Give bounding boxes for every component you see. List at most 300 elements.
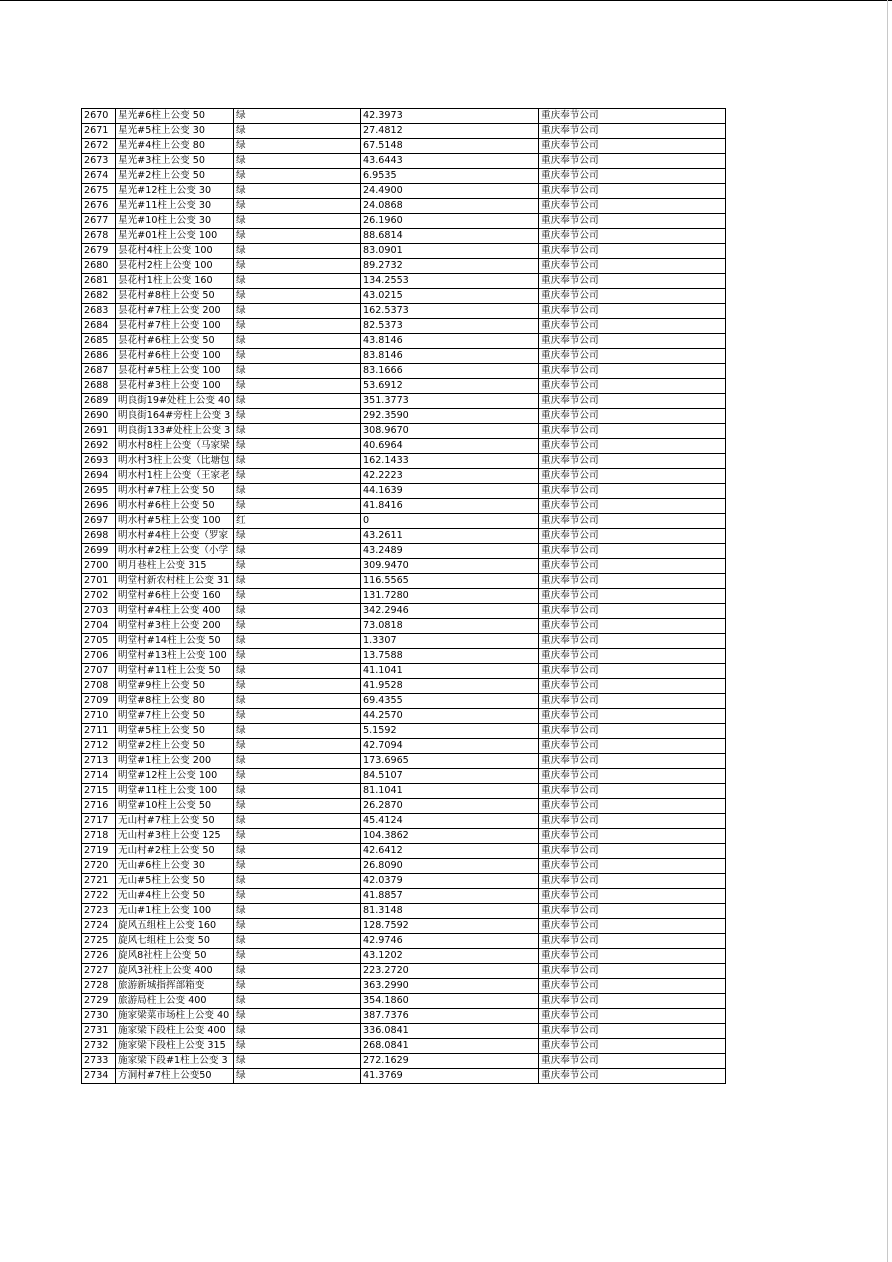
company-cell: 重庆奉节公司 — [539, 484, 726, 499]
load-value-cell: 88.6814 — [361, 229, 539, 244]
row-number-cell: 2707 — [82, 664, 116, 679]
company-cell: 重庆奉节公司 — [539, 394, 726, 409]
row-number-cell: 2672 — [82, 139, 116, 154]
table-row — [82, 904, 726, 919]
row-number-cell: 2728 — [82, 979, 116, 994]
company-cell: 重庆奉节公司 — [539, 739, 726, 754]
company-cell: 重庆奉节公司 — [539, 154, 726, 169]
transformer-name-cell: 明堂#11柱上公变 100 — [116, 784, 234, 799]
load-value-cell: 116.5565 — [361, 574, 539, 589]
company-cell: 重庆奉节公司 — [539, 634, 726, 649]
row-number-cell: 2686 — [82, 349, 116, 364]
load-value-cell: 6.9535 — [361, 169, 539, 184]
transformer-name-cell: 星光#3柱上公变 50 — [116, 154, 234, 169]
load-value-cell: 41.8416 — [361, 499, 539, 514]
status-cell: 绿 — [234, 1009, 361, 1024]
row-number-cell: 2705 — [82, 634, 116, 649]
transformer-name-cell: 旋风七组柱上公变 50 — [116, 934, 234, 949]
row-number-cell: 2733 — [82, 1054, 116, 1069]
company-cell: 重庆奉节公司 — [539, 1054, 726, 1069]
company-cell: 重庆奉节公司 — [539, 1024, 726, 1039]
load-value-cell: 268.0841 — [361, 1039, 539, 1054]
row-number-cell: 2731 — [82, 1024, 116, 1039]
row-number-cell: 2675 — [82, 184, 116, 199]
table-row — [82, 154, 726, 169]
row-number-cell: 2722 — [82, 889, 116, 904]
transformer-name-cell: 明堂#7柱上公变 50 — [116, 709, 234, 724]
company-cell: 重庆奉节公司 — [539, 814, 726, 829]
transformer-name-cell: 昙花村#6柱上公变 50 — [116, 334, 234, 349]
status-cell: 绿 — [234, 244, 361, 259]
transformer-name-cell: 明堂村#6柱上公变 160 — [116, 589, 234, 604]
transformer-name-cell: 明水村#7柱上公变 50 — [116, 484, 234, 499]
table-row — [82, 874, 726, 889]
status-cell: 绿 — [234, 169, 361, 184]
row-number-cell: 2729 — [82, 994, 116, 1009]
transformer-name-cell: 星光#2柱上公变 50 — [116, 169, 234, 184]
table-row — [82, 829, 726, 844]
load-value-cell: 26.8090 — [361, 859, 539, 874]
company-cell: 重庆奉节公司 — [539, 829, 726, 844]
load-value-cell: 81.3148 — [361, 904, 539, 919]
company-cell: 重庆奉节公司 — [539, 934, 726, 949]
company-cell: 重庆奉节公司 — [539, 769, 726, 784]
company-cell: 重庆奉节公司 — [539, 709, 726, 724]
status-cell: 绿 — [234, 139, 361, 154]
table-row — [82, 814, 726, 829]
row-number-cell: 2679 — [82, 244, 116, 259]
table-row — [82, 544, 726, 559]
company-cell: 重庆奉节公司 — [539, 889, 726, 904]
status-cell: 绿 — [234, 619, 361, 634]
load-value-cell: 69.4355 — [361, 694, 539, 709]
status-cell: 绿 — [234, 259, 361, 274]
table-row — [82, 229, 726, 244]
status-cell: 绿 — [234, 709, 361, 724]
table-row — [82, 574, 726, 589]
row-number-cell: 2670 — [82, 109, 116, 124]
status-cell: 绿 — [234, 664, 361, 679]
transformer-name-cell: 明水村#2柱上公变（小学 — [116, 544, 234, 559]
company-cell: 重庆奉节公司 — [539, 544, 726, 559]
company-cell: 重庆奉节公司 — [539, 859, 726, 874]
status-cell: 绿 — [234, 934, 361, 949]
transformer-name-cell: 明堂#10柱上公变 50 — [116, 799, 234, 814]
load-value-cell: 43.2611 — [361, 529, 539, 544]
transformer-name-cell: 昙花村#8柱上公变 50 — [116, 289, 234, 304]
transformer-name-cell: 施家梁下段#1柱上公变 3 — [116, 1054, 234, 1069]
load-value-cell: 42.0379 — [361, 874, 539, 889]
table-row — [82, 139, 726, 154]
transformer-name-cell: 旋风3社柱上公变 400 — [116, 964, 234, 979]
status-cell: 绿 — [234, 364, 361, 379]
table-row — [82, 349, 726, 364]
load-value-cell: 41.8857 — [361, 889, 539, 904]
transformer-name-cell: 旋风8社柱上公变 50 — [116, 949, 234, 964]
row-number-cell: 2704 — [82, 619, 116, 634]
load-value-cell: 308.9670 — [361, 424, 539, 439]
table-row — [82, 844, 726, 859]
load-value-cell: 26.2870 — [361, 799, 539, 814]
table-row — [82, 304, 726, 319]
transformer-name-cell: 明堂村#3柱上公变 200 — [116, 619, 234, 634]
table-row — [82, 319, 726, 334]
load-value-cell: 223.2720 — [361, 964, 539, 979]
row-number-cell: 2688 — [82, 379, 116, 394]
table-row — [82, 634, 726, 649]
row-number-cell: 2716 — [82, 799, 116, 814]
company-cell: 重庆奉节公司 — [539, 559, 726, 574]
status-cell: 绿 — [234, 604, 361, 619]
status-cell: 绿 — [234, 829, 361, 844]
status-cell: 绿 — [234, 394, 361, 409]
company-cell: 重庆奉节公司 — [539, 319, 726, 334]
transformer-name-cell: 明水村#5柱上公变 100 — [116, 514, 234, 529]
table-row — [82, 979, 726, 994]
load-value-cell: 53.6912 — [361, 379, 539, 394]
company-cell: 重庆奉节公司 — [539, 304, 726, 319]
transformer-name-cell: 明堂#12柱上公变 100 — [116, 769, 234, 784]
load-value-cell: 162.5373 — [361, 304, 539, 319]
page-top-border — [0, 0, 892, 1]
table-row — [82, 439, 726, 454]
row-number-cell: 2724 — [82, 919, 116, 934]
company-cell: 重庆奉节公司 — [539, 109, 726, 124]
transformer-name-cell: 施家梁下段柱上公变 400 — [116, 1024, 234, 1039]
table-row — [82, 949, 726, 964]
row-number-cell: 2696 — [82, 499, 116, 514]
company-cell: 重庆奉节公司 — [539, 589, 726, 604]
company-cell: 重庆奉节公司 — [539, 754, 726, 769]
status-cell: 绿 — [234, 319, 361, 334]
load-value-cell: 363.2990 — [361, 979, 539, 994]
status-cell: 绿 — [234, 109, 361, 124]
status-cell: 绿 — [234, 844, 361, 859]
row-number-cell: 2689 — [82, 394, 116, 409]
row-number-cell: 2697 — [82, 514, 116, 529]
table-row — [82, 274, 726, 289]
row-number-cell: 2721 — [82, 874, 116, 889]
transformer-name-cell: 明堂#1柱上公变 200 — [116, 754, 234, 769]
table-row — [82, 484, 726, 499]
table-row — [82, 169, 726, 184]
table-row — [82, 499, 726, 514]
transformer-name-cell: 昙花村2柱上公变 100 — [116, 259, 234, 274]
company-cell: 重庆奉节公司 — [539, 184, 726, 199]
row-number-cell: 2717 — [82, 814, 116, 829]
transformer-name-cell: 明堂村#4柱上公变 400 — [116, 604, 234, 619]
load-value-cell: 42.3973 — [361, 109, 539, 124]
transformer-name-cell: 明堂#2柱上公变 50 — [116, 739, 234, 754]
table-row — [82, 694, 726, 709]
load-value-cell: 26.1960 — [361, 214, 539, 229]
row-number-cell: 2712 — [82, 739, 116, 754]
load-value-cell: 351.3773 — [361, 394, 539, 409]
transformer-name-cell: 昙花村#5柱上公变 100 — [116, 364, 234, 379]
table-row — [82, 799, 726, 814]
load-value-cell: 42.9746 — [361, 934, 539, 949]
company-cell: 重庆奉节公司 — [539, 1039, 726, 1054]
table-row — [82, 754, 726, 769]
status-cell: 绿 — [234, 889, 361, 904]
row-number-cell: 2684 — [82, 319, 116, 334]
status-cell: 绿 — [234, 574, 361, 589]
transformer-name-cell: 明堂村#14柱上公变 50 — [116, 634, 234, 649]
table-row — [82, 889, 726, 904]
load-value-cell: 162.1433 — [361, 454, 539, 469]
company-cell: 重庆奉节公司 — [539, 334, 726, 349]
company-cell: 重庆奉节公司 — [539, 229, 726, 244]
load-value-cell: 89.2732 — [361, 259, 539, 274]
table-row — [82, 334, 726, 349]
table-row — [82, 379, 726, 394]
transformer-load-table — [81, 108, 726, 1084]
status-cell: 绿 — [234, 409, 361, 424]
table-row — [82, 394, 726, 409]
company-cell: 重庆奉节公司 — [539, 904, 726, 919]
status-cell: 绿 — [234, 274, 361, 289]
row-number-cell: 2718 — [82, 829, 116, 844]
load-value-cell: 0 — [361, 514, 539, 529]
load-value-cell: 43.0215 — [361, 289, 539, 304]
transformer-name-cell: 无山村#3柱上公变 125 — [116, 829, 234, 844]
load-value-cell: 83.1666 — [361, 364, 539, 379]
status-cell: 绿 — [234, 289, 361, 304]
company-cell: 重庆奉节公司 — [539, 1069, 726, 1084]
table-row — [82, 109, 726, 124]
table-row — [82, 664, 726, 679]
load-value-cell: 67.5148 — [361, 139, 539, 154]
status-cell: 绿 — [234, 379, 361, 394]
table-row — [82, 769, 726, 784]
load-value-cell: 354.1860 — [361, 994, 539, 1009]
row-number-cell: 2732 — [82, 1039, 116, 1054]
company-cell: 重庆奉节公司 — [539, 424, 726, 439]
company-cell: 重庆奉节公司 — [539, 784, 726, 799]
status-cell: 绿 — [234, 469, 361, 484]
status-cell: 绿 — [234, 994, 361, 1009]
load-value-cell: 83.8146 — [361, 349, 539, 364]
company-cell: 重庆奉节公司 — [539, 649, 726, 664]
load-value-cell: 81.1041 — [361, 784, 539, 799]
load-value-cell: 5.1592 — [361, 724, 539, 739]
row-number-cell: 2683 — [82, 304, 116, 319]
status-cell: 绿 — [234, 184, 361, 199]
status-cell: 绿 — [234, 874, 361, 889]
row-number-cell: 2711 — [82, 724, 116, 739]
status-cell: 绿 — [234, 124, 361, 139]
company-cell: 重庆奉节公司 — [539, 694, 726, 709]
table-row — [82, 184, 726, 199]
load-value-cell: 27.4812 — [361, 124, 539, 139]
load-value-cell: 13.7588 — [361, 649, 539, 664]
table-row — [82, 259, 726, 274]
table-row — [82, 124, 726, 139]
status-cell: 绿 — [234, 529, 361, 544]
load-value-cell: 44.2570 — [361, 709, 539, 724]
transformer-name-cell: 无山#6柱上公变 30 — [116, 859, 234, 874]
transformer-name-cell: 明水村8柱上公变（马家梁 — [116, 439, 234, 454]
row-number-cell: 2674 — [82, 169, 116, 184]
transformer-name-cell: 无山#1柱上公变 100 — [116, 904, 234, 919]
status-cell: 绿 — [234, 649, 361, 664]
row-number-cell: 2715 — [82, 784, 116, 799]
company-cell: 重庆奉节公司 — [539, 844, 726, 859]
row-number-cell: 2676 — [82, 199, 116, 214]
status-cell: 绿 — [234, 799, 361, 814]
load-value-cell: 336.0841 — [361, 1024, 539, 1039]
status-cell: 绿 — [234, 349, 361, 364]
table-row — [82, 409, 726, 424]
table-row — [82, 739, 726, 754]
status-cell: 绿 — [234, 304, 361, 319]
transformer-name-cell: 施家梁下段柱上公变 315 — [116, 1039, 234, 1054]
row-number-cell: 2695 — [82, 484, 116, 499]
transformer-name-cell: 明堂村#13柱上公变 100 — [116, 649, 234, 664]
row-number-cell: 2678 — [82, 229, 116, 244]
table-body — [82, 109, 726, 1084]
row-number-cell: 2692 — [82, 439, 116, 454]
row-number-cell: 2677 — [82, 214, 116, 229]
table-row — [82, 994, 726, 1009]
table-row — [82, 1024, 726, 1039]
row-number-cell: 2727 — [82, 964, 116, 979]
load-value-cell: 43.6443 — [361, 154, 539, 169]
status-cell: 绿 — [234, 334, 361, 349]
table-row — [82, 199, 726, 214]
row-number-cell: 2698 — [82, 529, 116, 544]
table-row — [82, 919, 726, 934]
row-number-cell: 2701 — [82, 574, 116, 589]
transformer-name-cell: 旋风五组柱上公变 160 — [116, 919, 234, 934]
load-value-cell: 73.0818 — [361, 619, 539, 634]
table-row — [82, 244, 726, 259]
transformer-name-cell: 无山村#7柱上公变 50 — [116, 814, 234, 829]
status-cell: 绿 — [234, 634, 361, 649]
load-value-cell: 82.5373 — [361, 319, 539, 334]
company-cell: 重庆奉节公司 — [539, 874, 726, 889]
status-cell: 绿 — [234, 769, 361, 784]
transformer-name-cell: 旅游局柱上公变 400 — [116, 994, 234, 1009]
company-cell: 重庆奉节公司 — [539, 664, 726, 679]
status-cell: 绿 — [234, 229, 361, 244]
transformer-name-cell: 昙花村#7柱上公变 100 — [116, 319, 234, 334]
company-cell: 重庆奉节公司 — [539, 574, 726, 589]
status-cell: 绿 — [234, 154, 361, 169]
company-cell: 重庆奉节公司 — [539, 604, 726, 619]
status-cell: 绿 — [234, 484, 361, 499]
table-row — [82, 724, 726, 739]
company-cell: 重庆奉节公司 — [539, 469, 726, 484]
company-cell: 重庆奉节公司 — [539, 289, 726, 304]
status-cell: 红 — [234, 514, 361, 529]
table-row — [82, 679, 726, 694]
row-number-cell: 2734 — [82, 1069, 116, 1084]
load-value-cell: 44.1639 — [361, 484, 539, 499]
table-row — [82, 859, 726, 874]
status-cell: 绿 — [234, 949, 361, 964]
load-value-cell: 42.7094 — [361, 739, 539, 754]
load-value-cell: 41.9528 — [361, 679, 539, 694]
status-cell: 绿 — [234, 214, 361, 229]
row-number-cell: 2706 — [82, 649, 116, 664]
company-cell: 重庆奉节公司 — [539, 364, 726, 379]
transformer-name-cell: 方洞村#7柱上公变50 — [116, 1069, 234, 1084]
status-cell: 绿 — [234, 919, 361, 934]
transformer-name-cell: 明堂#9柱上公变 50 — [116, 679, 234, 694]
table-row — [82, 604, 726, 619]
company-cell: 重庆奉节公司 — [539, 454, 726, 469]
load-value-cell: 104.3862 — [361, 829, 539, 844]
table-row — [82, 934, 726, 949]
transformer-name-cell: 明良街133#处柱上公变 3 — [116, 424, 234, 439]
status-cell: 绿 — [234, 904, 361, 919]
status-cell: 绿 — [234, 1024, 361, 1039]
transformer-name-cell: 明堂村#11柱上公变 50 — [116, 664, 234, 679]
transformer-name-cell: 星光#12柱上公变 30 — [116, 184, 234, 199]
load-value-cell: 41.3769 — [361, 1069, 539, 1084]
transformer-name-cell: 星光#4柱上公变 80 — [116, 139, 234, 154]
row-number-cell: 2720 — [82, 859, 116, 874]
table-row — [82, 364, 726, 379]
company-cell: 重庆奉节公司 — [539, 1009, 726, 1024]
page-right-edge — [887, 0, 888, 1262]
company-cell: 重庆奉节公司 — [539, 124, 726, 139]
status-cell: 绿 — [234, 499, 361, 514]
table-row — [82, 469, 726, 484]
status-cell: 绿 — [234, 424, 361, 439]
transformer-name-cell: 星光#5柱上公变 30 — [116, 124, 234, 139]
transformer-name-cell: 无山#4柱上公变 50 — [116, 889, 234, 904]
row-number-cell: 2673 — [82, 154, 116, 169]
transformer-name-cell: 明水村#4柱上公变（罗家 — [116, 529, 234, 544]
company-cell: 重庆奉节公司 — [539, 439, 726, 454]
status-cell: 绿 — [234, 199, 361, 214]
table-row — [82, 784, 726, 799]
row-number-cell: 2693 — [82, 454, 116, 469]
transformer-name-cell: 昙花村#3柱上公变 100 — [116, 379, 234, 394]
transformer-name-cell: 明月巷柱上公变 315 — [116, 559, 234, 574]
row-number-cell: 2685 — [82, 334, 116, 349]
company-cell: 重庆奉节公司 — [539, 499, 726, 514]
load-value-cell: 292.3590 — [361, 409, 539, 424]
company-cell: 重庆奉节公司 — [539, 619, 726, 634]
load-value-cell: 24.0868 — [361, 199, 539, 214]
transformer-name-cell: 明堂#5柱上公变 50 — [116, 724, 234, 739]
load-value-cell: 342.2946 — [361, 604, 539, 619]
status-cell: 绿 — [234, 1039, 361, 1054]
row-number-cell: 2702 — [82, 589, 116, 604]
row-number-cell: 2699 — [82, 544, 116, 559]
load-value-cell: 43.2489 — [361, 544, 539, 559]
transformer-name-cell: 明水村3柱上公变（比塘包 — [116, 454, 234, 469]
load-value-cell: 173.6965 — [361, 754, 539, 769]
status-cell: 绿 — [234, 979, 361, 994]
load-value-cell: 83.0901 — [361, 244, 539, 259]
load-value-cell: 45.4124 — [361, 814, 539, 829]
row-number-cell: 2719 — [82, 844, 116, 859]
company-cell: 重庆奉节公司 — [539, 199, 726, 214]
transformer-name-cell: 施家梁菜市场柱上公变 40 — [116, 1009, 234, 1024]
company-cell: 重庆奉节公司 — [539, 919, 726, 934]
row-number-cell: 2730 — [82, 1009, 116, 1024]
table-row — [82, 1009, 726, 1024]
company-cell: 重庆奉节公司 — [539, 274, 726, 289]
load-value-cell: 387.7376 — [361, 1009, 539, 1024]
table-row — [82, 424, 726, 439]
load-value-cell: 42.2223 — [361, 469, 539, 484]
row-number-cell: 2680 — [82, 259, 116, 274]
